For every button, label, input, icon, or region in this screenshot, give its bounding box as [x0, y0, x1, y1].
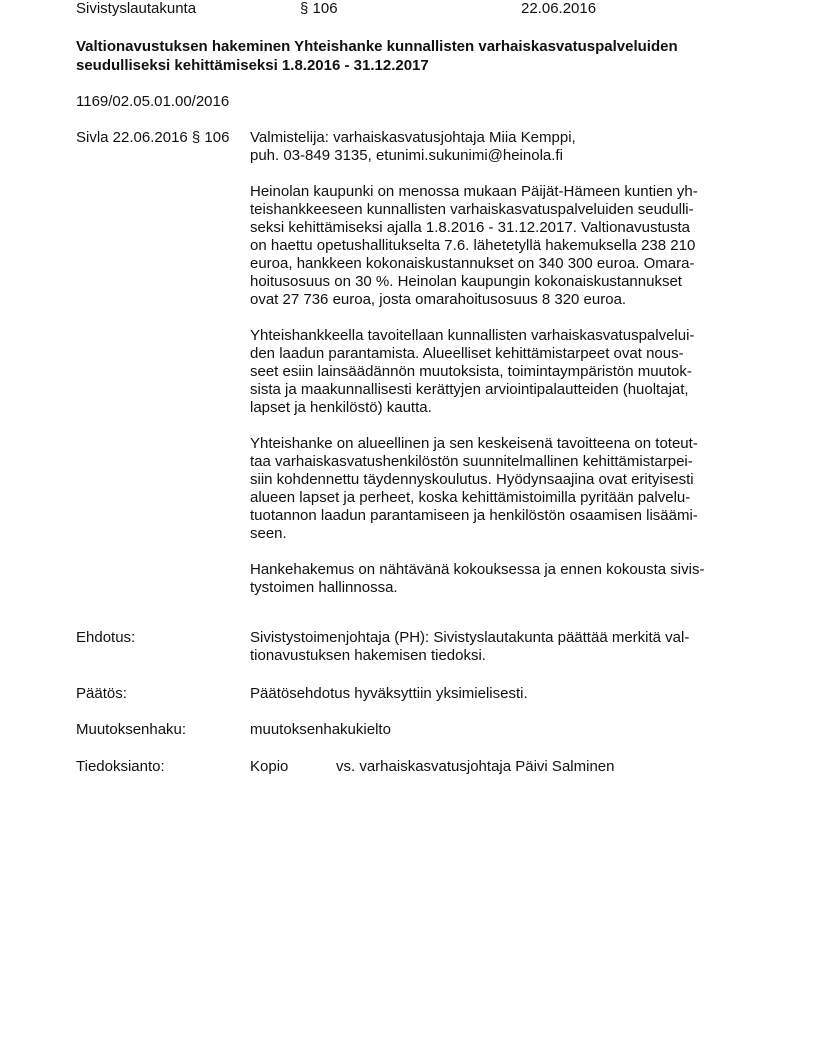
- section-number: § 106: [300, 0, 338, 17]
- text-line: ovat 27 736 euroa, josta omarahoitusosuus 8 320 euroa.: [250, 291, 627, 308]
- paragraph-3: [250, 435, 750, 543]
- text-line: seksi kehittämiseksi ajalla 1.8.2016 - 31.12.2017. Valtionavustusta: [250, 219, 690, 236]
- paragraph-4: [250, 561, 750, 597]
- proposal-text: [250, 629, 750, 665]
- text-line: tystoimen hallinnossa.: [250, 579, 398, 596]
- text-line: muutoksenhakukielto: [250, 721, 391, 738]
- text-line: seen.: [250, 525, 287, 542]
- text-line: euroa, hankkeen kokonaiskustannukset on 340 300 euroa. Omara-: [250, 255, 695, 272]
- preparer-info: [250, 129, 750, 165]
- notification-type: Kopio: [250, 758, 289, 775]
- notification-recipient: vs. varhaiskasvatusjohtaja Päivi Salminen: [336, 758, 615, 775]
- decision-text: [250, 685, 750, 703]
- preparer-line: Valmistelija: varhaiskasvatusjohtaja Miia Kemppi,: [250, 129, 576, 146]
- appeal-label: Muutoksenhaku:: [76, 721, 187, 738]
- main-body: [250, 129, 750, 615]
- text-line: lapset ja henkilöstö) kautta.: [250, 399, 432, 416]
- meeting-date: 22.06.2016: [521, 0, 597, 17]
- text-line: teishankkeeseen kunnallisten varhaiskasvatuspalveluiden seudulli-: [250, 201, 694, 218]
- text-line: den laadun parantamista. Alueelliset kehittämistarpeet ovat nous-: [250, 345, 684, 362]
- text-line: Heinolan kaupunki on menossa mukaan Päijät-Hämeen kuntien yh-: [250, 183, 698, 200]
- text-line: sista ja maakunnallisesti kerättyjen arviointipalautteiden (huoltajat,: [250, 381, 689, 398]
- diary-number: 1169/02.05.01.00/2016: [76, 93, 230, 110]
- text-line: Päätösehdotus hyväksyttiin yksimielisesti.: [250, 685, 528, 702]
- reference-label: Sivla 22.06.2016 § 106: [76, 129, 230, 146]
- text-line: tuotannon laadun parantamiseen ja henkilöstön osaamisen lisäämi-: [250, 507, 698, 524]
- proposal-label: Ehdotus:: [76, 629, 136, 646]
- text-line: Yhteishanke on alueellinen ja sen keskeisenä tavoitteena on toteut-: [250, 435, 698, 452]
- text-line: tionavustuksen hakemisen tiedoksi.: [250, 647, 486, 664]
- text-line: on haettu opetushallitukselta 7.6. lähetetyllä hakemuksella 238 210: [250, 237, 696, 254]
- appeal-text: [250, 721, 750, 739]
- preparer-contact: puh. 03-849 3135, etunimi.sukunimi@heinola.fi: [250, 147, 563, 164]
- committee-name: Sivistyslautakunta: [76, 0, 197, 17]
- text-line: siin kohdennettu täydennyskoulutus. Hyödynsaajina ovat erityisesti: [250, 471, 694, 488]
- text-line: Hankehakemus on nähtävänä kokouksessa ja ennen kokousta sivis-: [250, 561, 705, 578]
- text-line: seet esiin lainsäädännön muutoksista, toimintaympäristön muutok-: [250, 363, 692, 380]
- document-title: [76, 37, 756, 75]
- paragraph-2: [250, 327, 750, 417]
- paragraph-1: [250, 183, 750, 309]
- title-line: seudulliseksi kehittämiseksi 1.8.2016 - 31.12.2017: [76, 57, 429, 74]
- title-line: Valtionavustuksen hakeminen Yhteishanke kunnallisten varhaiskasvatuspalveluiden: [76, 38, 678, 55]
- decision-label: Päätös:: [76, 685, 127, 702]
- text-line: Sivistystoimenjohtaja (PH): Sivistyslautakunta päättää merkitä val-: [250, 629, 690, 646]
- notification-row: [250, 758, 750, 776]
- text-line: Yhteishankkeella tavoitellaan kunnallisten varhaiskasvatuspalvelui-: [250, 327, 695, 344]
- text-line: hoitusosuus on 30 %. Heinolan kaupungin kokonaiskustannukset: [250, 273, 682, 290]
- text-line: alueen lapset ja perheet, koska kehittämistoimilla pyritään palvelu-: [250, 489, 691, 506]
- text-line: taa varhaiskasvatushenkilöstön suunnitelmallinen kehittämistarpei-: [250, 453, 693, 470]
- notification-label: Tiedoksianto:: [76, 758, 165, 775]
